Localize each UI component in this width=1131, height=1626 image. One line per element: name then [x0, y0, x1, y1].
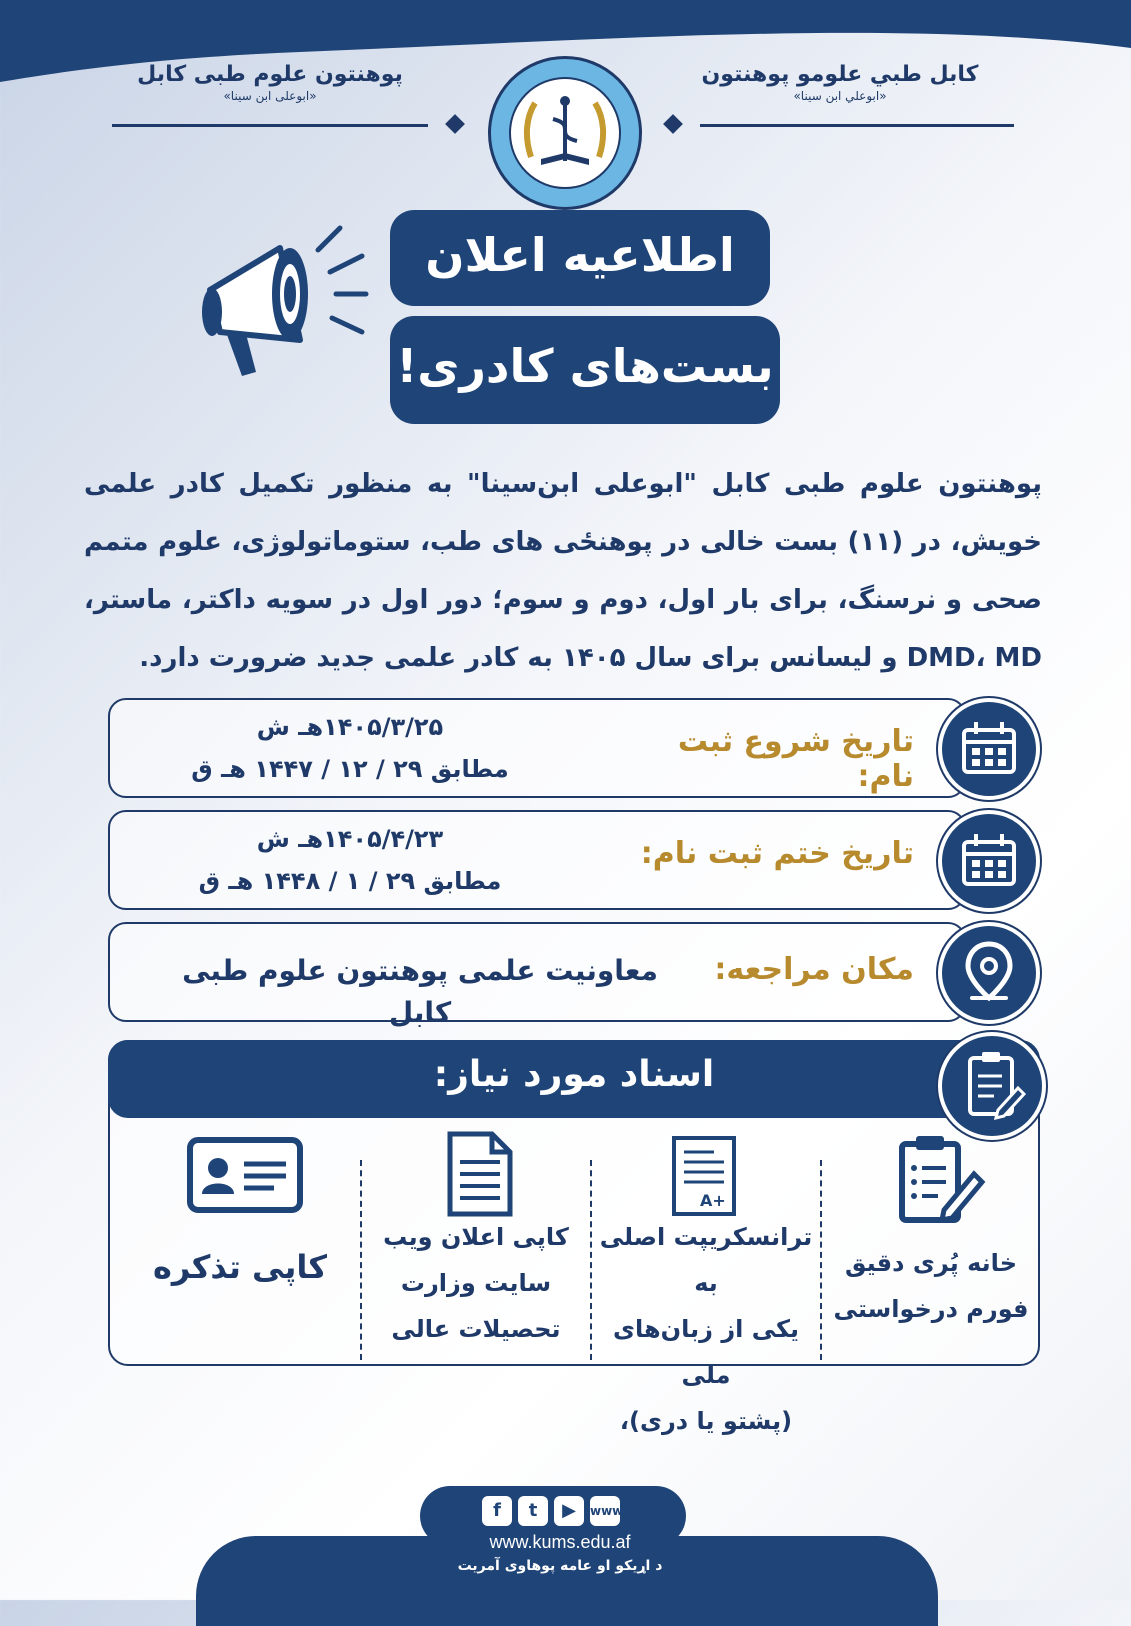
start-date-lunar: مطابق ۲۹ / ۱۲ / ۱۴۴۷ هـ ق — [191, 755, 509, 783]
documents-title: اسناد مورد نیاز: — [433, 1054, 715, 1095]
clipboard-icon — [942, 1036, 1042, 1136]
end-date-circle — [938, 810, 1040, 912]
calendar-icon — [942, 702, 1036, 796]
header-right-subtitle: «ابوعلي ابن سینا» — [793, 89, 887, 103]
header-line-right — [700, 124, 1014, 127]
documents-header — [108, 1040, 1040, 1118]
document-item-web-announcement: کاپی اعلان ویب سایت وزارت تحصیلات عالی — [383, 1223, 569, 1343]
header-right-title: کابل طبي علومو پوهنتون — [701, 62, 979, 87]
transcript-document-icon — [670, 1134, 740, 1218]
website-icon[interactable]: www — [590, 1496, 620, 1526]
title-line1: اطلاعیه اعلان — [425, 228, 735, 282]
megaphone-icon — [190, 220, 370, 390]
location-circle — [938, 922, 1040, 1024]
twitter-icon[interactable]: t — [518, 1496, 548, 1526]
start-date-values — [150, 706, 550, 790]
end-date-lunar: مطابق ۲۹ / ۱ / ۱۴۴۸ هـ ق — [198, 867, 502, 895]
university-seal-logo — [488, 56, 642, 210]
location-pin-icon — [942, 926, 1036, 1020]
location-label: مکان مراجعه: — [714, 952, 914, 987]
header-line-left — [112, 124, 428, 127]
title-line2: بست‌های کادری! — [396, 339, 774, 393]
start-date-circle — [938, 698, 1040, 800]
diamond-left — [445, 114, 465, 134]
diamond-right — [663, 114, 683, 134]
header-left-title: پوهنتون علوم طبی کابل — [137, 62, 403, 87]
end-date-values — [150, 818, 550, 902]
document-item-transcript: ترانسکریپت اصلی به یکی از زبان‌های ملی (پشتو یا دری)، — [599, 1223, 813, 1435]
end-date-label: تاریخ ختم ثبت نام: — [640, 836, 914, 871]
title-pill-announcement — [390, 210, 770, 306]
end-date-solar: ۱۴۰۵/۴/۲۳هـ ش — [256, 825, 444, 853]
form-clipboard-icon — [888, 1130, 988, 1230]
calendar-icon — [942, 814, 1036, 908]
start-date-label: تاریخ شروع ثبت نام: — [677, 724, 914, 794]
svg-text:A+: A+ — [700, 1191, 726, 1210]
column-divider — [820, 1160, 822, 1360]
documents-circle — [938, 1032, 1046, 1140]
column-divider — [360, 1160, 362, 1360]
location-value: معاونیت علمی پوهنتون علوم طبی کابل — [182, 954, 658, 1029]
facebook-icon[interactable]: f — [482, 1496, 512, 1526]
youtube-icon[interactable]: ▶ — [554, 1496, 584, 1526]
id-card-icon — [186, 1136, 304, 1214]
header-left — [120, 62, 420, 103]
header-left-subtitle: «ابوعلی ابن سینا» — [223, 89, 317, 103]
document-item-application-form: خانه پُری دقیق فورم درخواستی — [833, 1249, 1029, 1323]
website-url-link[interactable]: www.kums.edu.af — [489, 1532, 631, 1552]
intro-paragraph: پوهنتون علوم طبی کابل "ابوعلی ابن‌سینا" به منظور تکمیل کادر علمی خویش، در (۱۱) بست خالی در پوهنځی های طب، ستوماتولوژی، علوم متمم صحی و نرسنگ، برای بار اول، دوم و سوم؛ دور اول در سویه داکتر، ماستر، DMD، MD و لیسانس برای سال ۱۴۰۵ به کادر علمی جدید ضرورت دارد. — [84, 469, 1042, 673]
start-date-solar: ۱۴۰۵/۳/۲۵هـ ش — [256, 713, 444, 741]
title-pill-positions — [390, 316, 780, 424]
header-right — [690, 62, 990, 103]
web-announcement-document-icon — [444, 1130, 516, 1218]
caduceus-icon — [511, 79, 619, 187]
document-item-id-copy: کاپی تذکره — [152, 1248, 328, 1286]
column-divider — [590, 1160, 592, 1360]
footer-department: د اړیکو او عامه پوهاوی آمریت — [457, 1558, 663, 1574]
